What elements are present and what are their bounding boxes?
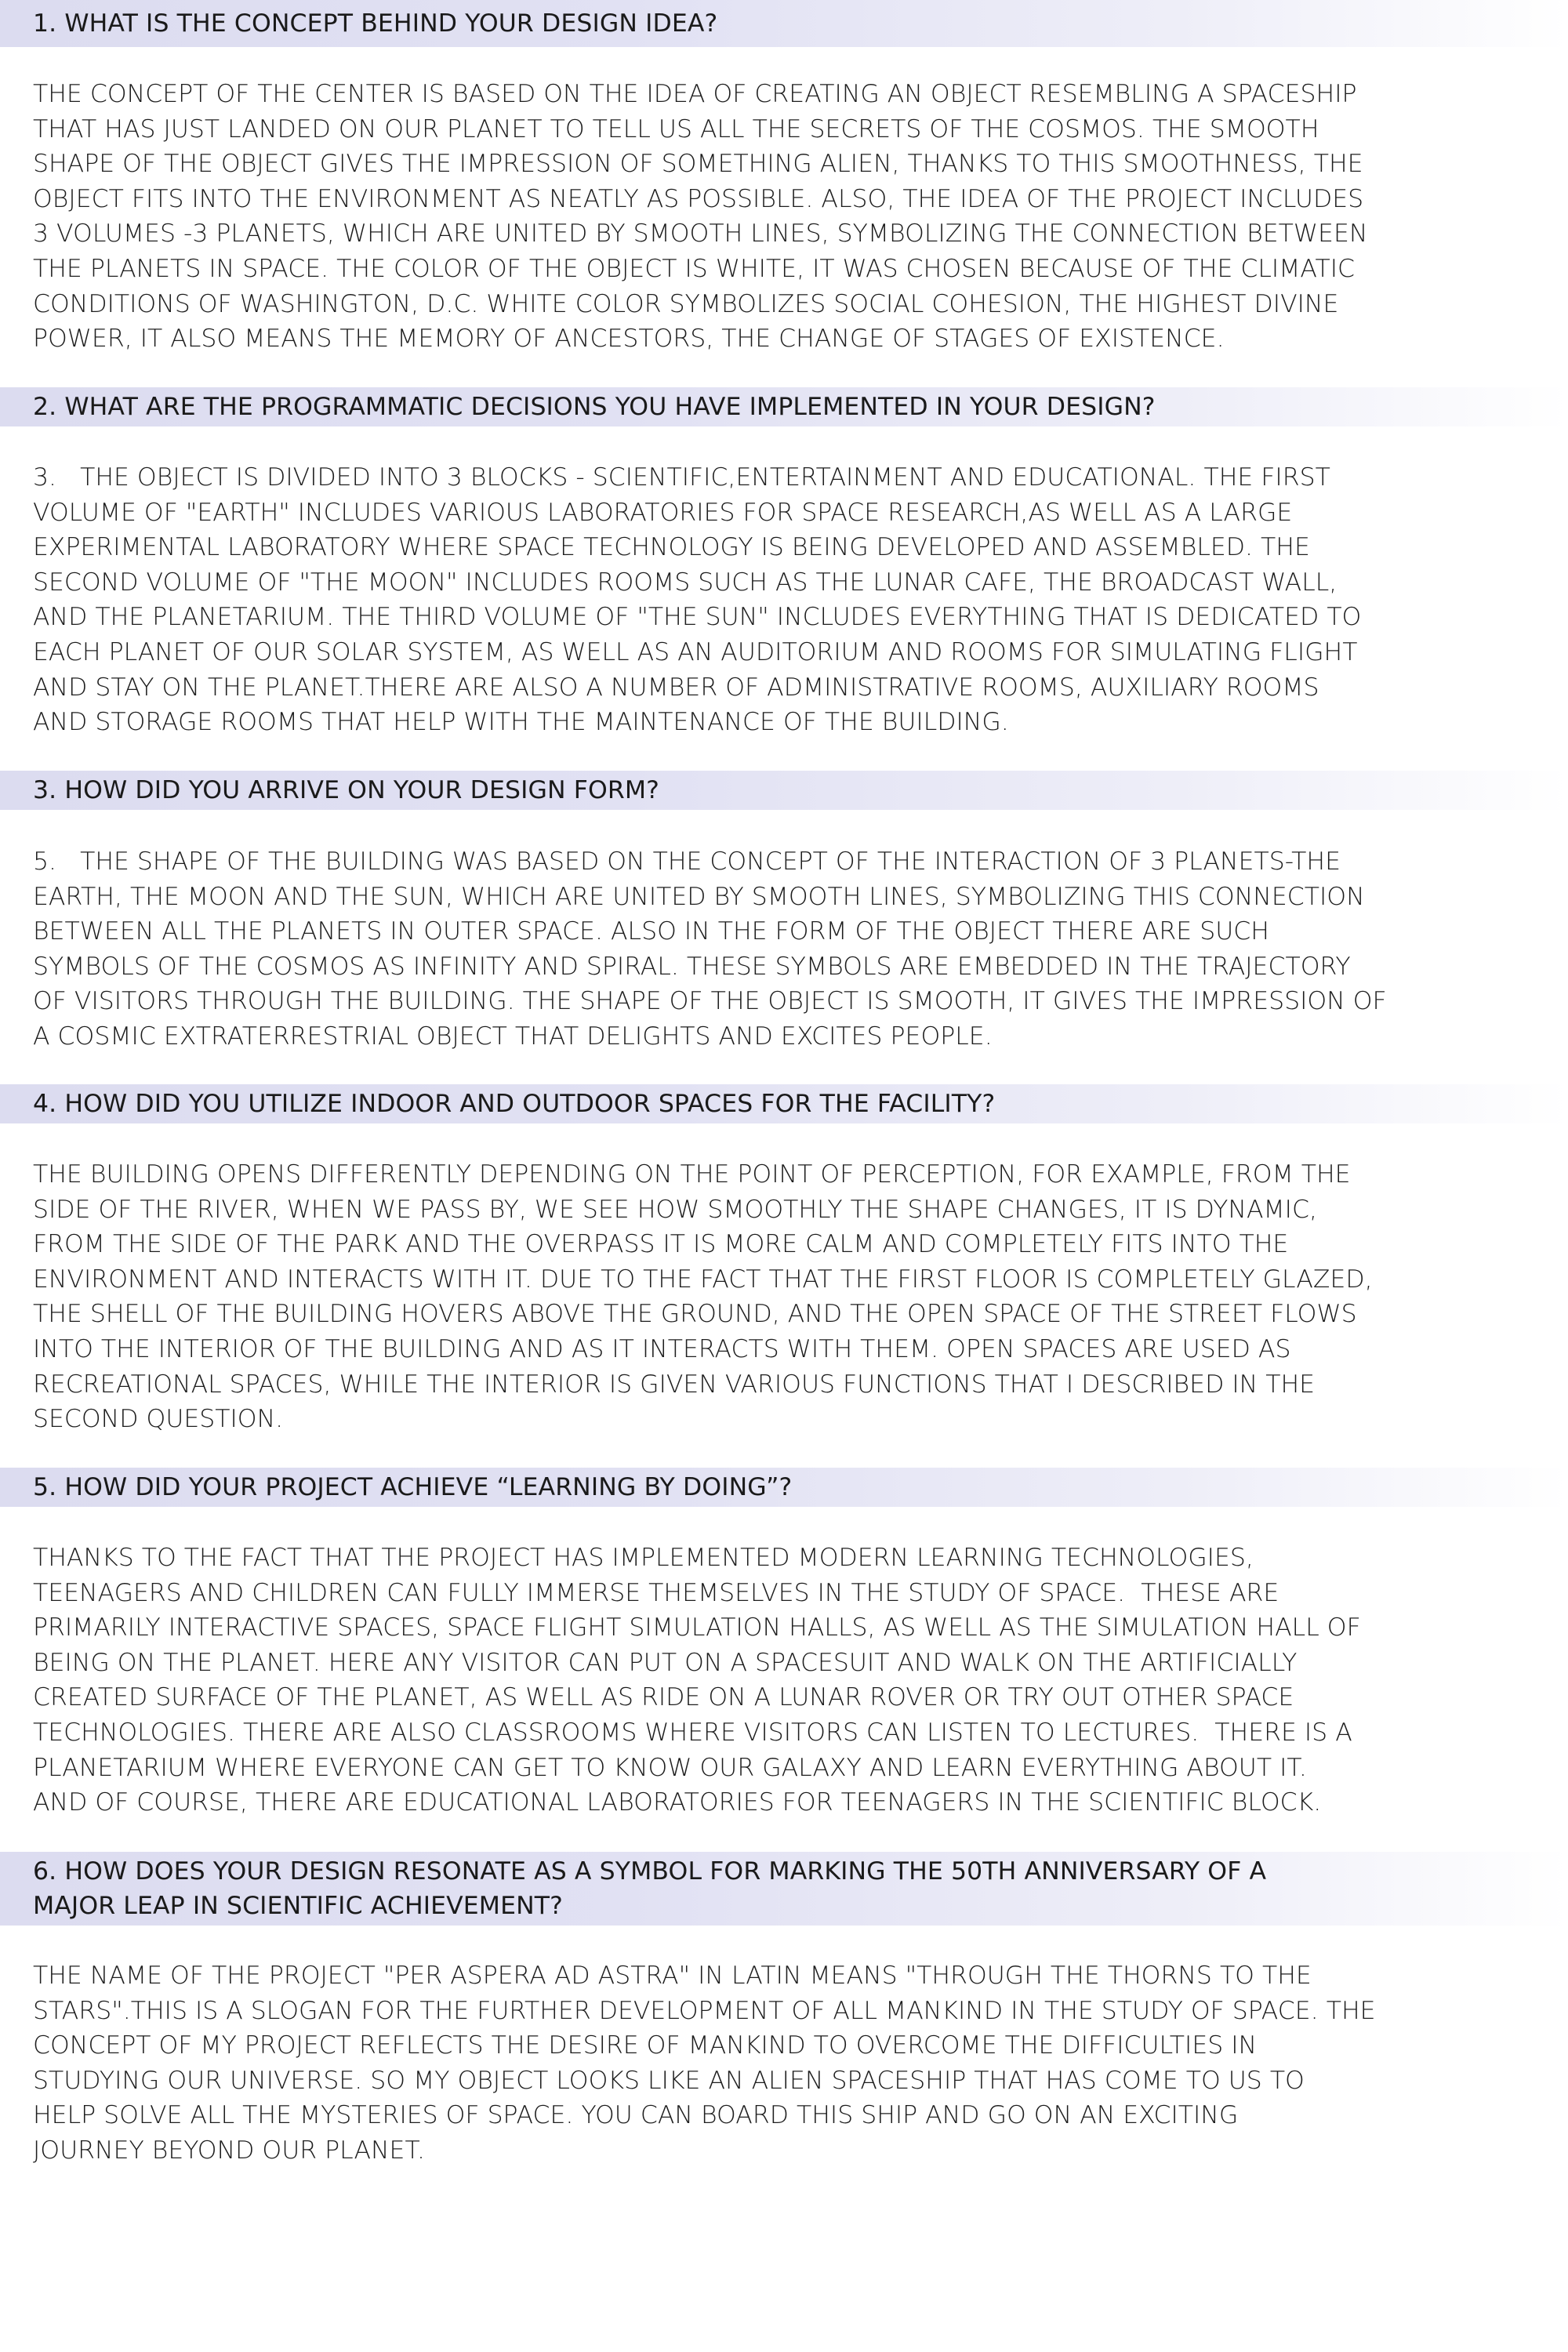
answer-2-line: EACH PLANET OF OUR SOLAR SYSTEM, AS WELL AS AN AUDITORIUM AND ROOMS FOR SIMULATING FLIGHT	[33, 637, 1358, 666]
answer-6-line: JOURNEY BEYOND OUR PLANET.	[33, 2136, 425, 2165]
answer-4-text	[33, 1157, 1523, 1437]
answer-2-line: SECOND VOLUME OF "THE MOON" INCLUDES ROOMS SUCH AS THE LUNAR CAFE, THE BROADCAST WALL,	[33, 568, 1338, 597]
question-3-heading: 3. HOW DID YOU ARRIVE ON YOUR DESIGN FORM?	[33, 776, 659, 804]
answer-2-text	[33, 460, 1523, 740]
answer-4-line: SECOND QUESTION.	[33, 1405, 284, 1434]
answer-5-line: BEING ON THE PLANET. HERE ANY VISITOR CAN PUT ON A SPACESUIT AND WALK ON THE ARTIFICIALLY	[33, 1648, 1298, 1677]
answer-4-line: SIDE OF THE RIVER, WHEN WE PASS BY, WE SEE HOW SMOOTHLY THE SHAPE CHANGES, IT IS DYNAMIC,	[33, 1195, 1317, 1224]
answer-6-text	[33, 1958, 1523, 2169]
answer-3-line: OF VISITORS THROUGH THE BUILDING. THE SHAPE OF THE OBJECT IS SMOOTH, IT GIVES THE IMPRESSION OF	[33, 987, 1387, 1016]
answer-1-line: THE PLANETS IN SPACE. THE COLOR OF THE OBJECT IS WHITE, IT WAS CHOSEN BECAUSE OF THE CLIMATIC	[33, 254, 1356, 283]
answer-2-line: EXPERIMENTAL LABORATORY WHERE SPACE TECHNOLOGY IS BEING DEVELOPED AND ASSEMBLED. THE	[33, 533, 1310, 562]
answer-3-line: BETWEEN ALL THE PLANETS IN OUTER SPACE. ALSO IN THE FORM OF THE OBJECT THERE ARE SUCH	[33, 917, 1269, 946]
answer-6-line: STARS".THIS IS A SLOGAN FOR THE FURTHER DEVELOPMENT OF ALL MANKIND IN THE STUDY OF SPACE. THE	[33, 1996, 1376, 2025]
answer-4-line: ENVIRONMENT AND INTERACTS WITH IT. DUE TO THE FACT THAT THE FIRST FLOOR IS COMPLETELY GLAZED,	[33, 1265, 1373, 1294]
answer-1-line: CONDITIONS OF WASHINGTON, D.C. WHITE COLOR SYMBOLIZES SOCIAL COHESION, THE HIGHEST DIVINE	[33, 289, 1339, 318]
question-4-heading: 4. HOW DID YOU UTILIZE INDOOR AND OUTDOOR SPACES FOR THE FACILITY?	[33, 1090, 996, 1118]
answer-5-line: PLANETARIUM WHERE EVERYONE CAN GET TO KNOW OUR GALAXY AND LEARN EVERYTHING ABOUT IT.	[33, 1753, 1307, 1782]
answer-3-line: EARTH, THE MOON AND THE SUN, WHICH ARE UNITED BY SMOOTH LINES, SYMBOLIZING THIS CONNECTION	[33, 882, 1365, 911]
answer-3-text	[33, 844, 1523, 1054]
answer-6-line: CONCEPT OF MY PROJECT REFLECTS THE DESIRE OF MANKIND TO OVERCOME THE DIFFICULTIES IN	[33, 2031, 1258, 2060]
answer-6-line: STUDYING OUR UNIVERSE. SO MY OBJECT LOOKS LIKE AN ALIEN SPACESHIP THAT HAS COME TO US TO	[33, 2066, 1305, 2095]
answer-3-line: A COSMIC EXTRATERRESTRIAL OBJECT THAT DELIGHTS AND EXCITES PEOPLE.	[33, 1022, 993, 1051]
answer-5-line: TECHNOLOGIES. THERE ARE ALSO CLASSROOMS WHERE VISITORS CAN LISTEN TO LECTURES. THERE IS A	[33, 1718, 1352, 1747]
answer-6-line: THE NAME OF THE PROJECT "PER ASPERA AD ASTRA" IN LATIN MEANS "THROUGH THE THORNS TO THE	[33, 1962, 1312, 1990]
question-6-heading: 6. HOW DOES YOUR DESIGN RESONATE AS A SYMBOL FOR MARKING THE 50TH ANNIVERSARY OF A MAJOR LEAP IN SCIENTIFIC ACHIEVEMENT?	[33, 1857, 1267, 1920]
answer-5-line: CREATED SURFACE OF THE PLANET, AS WELL AS RIDE ON A LUNAR ROVER OR TRY OUT OTHER SPACE	[33, 1683, 1294, 1712]
answer-4-line: THE BUILDING OPENS DIFFERENTLY DEPENDING ON THE POINT OF PERCEPTION, FOR EXAMPLE, FROM THE	[33, 1160, 1351, 1189]
answer-4-line: RECREATIONAL SPACES, WHILE THE INTERIOR IS GIVEN VARIOUS FUNCTIONS THAT I DESCRIBED IN THE	[33, 1370, 1316, 1399]
question-1-heading: 1. WHAT IS THE CONCEPT BEHIND YOUR DESIGN IDEA?	[33, 9, 718, 38]
answer-6-line: HELP SOLVE ALL THE MYSTERIES OF SPACE. YOU CAN BOARD THIS SHIP AND GO ON AN EXCITING	[33, 2101, 1239, 2130]
answer-1-line: SHAPE OF THE OBJECT GIVES THE IMPRESSION OF SOMETHING ALIEN, THANKS TO THIS SMOOTHNESS, THE	[33, 150, 1363, 179]
question-2-heading: 2. WHAT ARE THE PROGRAMMATIC DECISIONS YOU HAVE IMPLEMENTED IN YOUR DESIGN?	[33, 393, 1156, 421]
answer-4-line: THE SHELL OF THE BUILDING HOVERS ABOVE THE GROUND, AND THE OPEN SPACE OF THE STREET FLOWS	[33, 1300, 1357, 1329]
answer-4-line: FROM THE SIDE OF THE PARK AND THE OVERPASS IT IS MORE CALM AND COMPLETELY FITS INTO THE	[33, 1230, 1289, 1259]
answer-2-line: AND THE PLANETARIUM. THE THIRD VOLUME OF "THE SUN" INCLUDES EVERYTHING THAT IS DEDICATED TO	[33, 603, 1362, 632]
answer-1-line: POWER, IT ALSO MEANS THE MEMORY OF ANCESTORS, THE CHANGE OF STAGES OF EXISTENCE.	[33, 325, 1225, 354]
answer-1-line: 3 VOLUMES -3 PLANETS, WHICH ARE UNITED BY SMOOTH LINES, SYMBOLIZING THE CONNECTION BETWEEN	[33, 220, 1368, 249]
answer-2-line: AND STORAGE ROOMS THAT HELP WITH THE MAINTENANCE OF THE BUILDING.	[33, 708, 1009, 737]
answer-3-line: SYMBOLS OF THE COSMOS AS INFINITY AND SPIRAL. THESE SYMBOLS ARE EMBEDDED IN THE TRAJECTORY	[33, 952, 1351, 981]
answer-2-line: 3. THE OBJECT IS DIVIDED INTO 3 BLOCKS - SCIENTIFIC,ENTERTAINMENT AND EDUCATIONAL. THE FIRST	[33, 463, 1330, 492]
question-5-heading: 5. HOW DID YOUR PROJECT ACHIEVE “LEARNING BY DOING”?	[33, 1473, 793, 1501]
answer-4-line: INTO THE INTERIOR OF THE BUILDING AND AS IT INTERACTS WITH THEM. OPEN SPACES ARE USED AS	[33, 1334, 1291, 1363]
answer-1-line: OBJECT FITS INTO THE ENVIRONMENT AS NEATLY AS POSSIBLE. ALSO, THE IDEA OF THE PROJECT INCLUDES	[33, 184, 1364, 213]
answer-3-line: 5. THE SHAPE OF THE BUILDING WAS BASED ON THE CONCEPT OF THE INTERACTION OF 3 PLANETS-THE	[33, 848, 1341, 876]
answer-2-line: AND STAY ON THE PLANET.THERE ARE ALSO A NUMBER OF ADMINISTRATIVE ROOMS, AUXILIARY ROOMS	[33, 673, 1319, 702]
answer-5-text	[33, 1541, 1523, 1820]
answer-1-line: THAT HAS JUST LANDED ON OUR PLANET TO TELL US ALL THE SECRETS OF THE COSMOS. THE SMOOTH	[33, 114, 1319, 143]
answer-5-line: THANKS TO THE FACT THAT THE PROJECT HAS IMPLEMENTED MODERN LEARNING TECHNOLOGIES,	[33, 1544, 1254, 1572]
answer-5-line: TEENAGERS AND CHILDREN CAN FULLY IMMERSE THEMSELVES IN THE STUDY OF SPACE. THESE ARE	[33, 1578, 1279, 1607]
answer-1-line: THE CONCEPT OF THE CENTER IS BASED ON THE IDEA OF CREATING AN OBJECT RESEMBLING A SPACESHIP	[33, 80, 1357, 108]
answer-5-line: AND OF COURSE, THERE ARE EDUCATIONAL LABORATORIES FOR TEENAGERS IN THE SCIENTIFIC BLOCK.	[33, 1788, 1322, 1817]
answer-5-line: PRIMARILY INTERACTIVE SPACES, SPACE FLIGHT SIMULATION HALLS, AS WELL AS THE SIMULATION HALL OF	[33, 1613, 1361, 1642]
answer-2-line: VOLUME OF "EARTH" INCLUDES VARIOUS LABORATORIES FOR SPACE RESEARCH,AS WELL AS A LARGE	[33, 498, 1293, 527]
answer-1-text	[33, 77, 1523, 357]
